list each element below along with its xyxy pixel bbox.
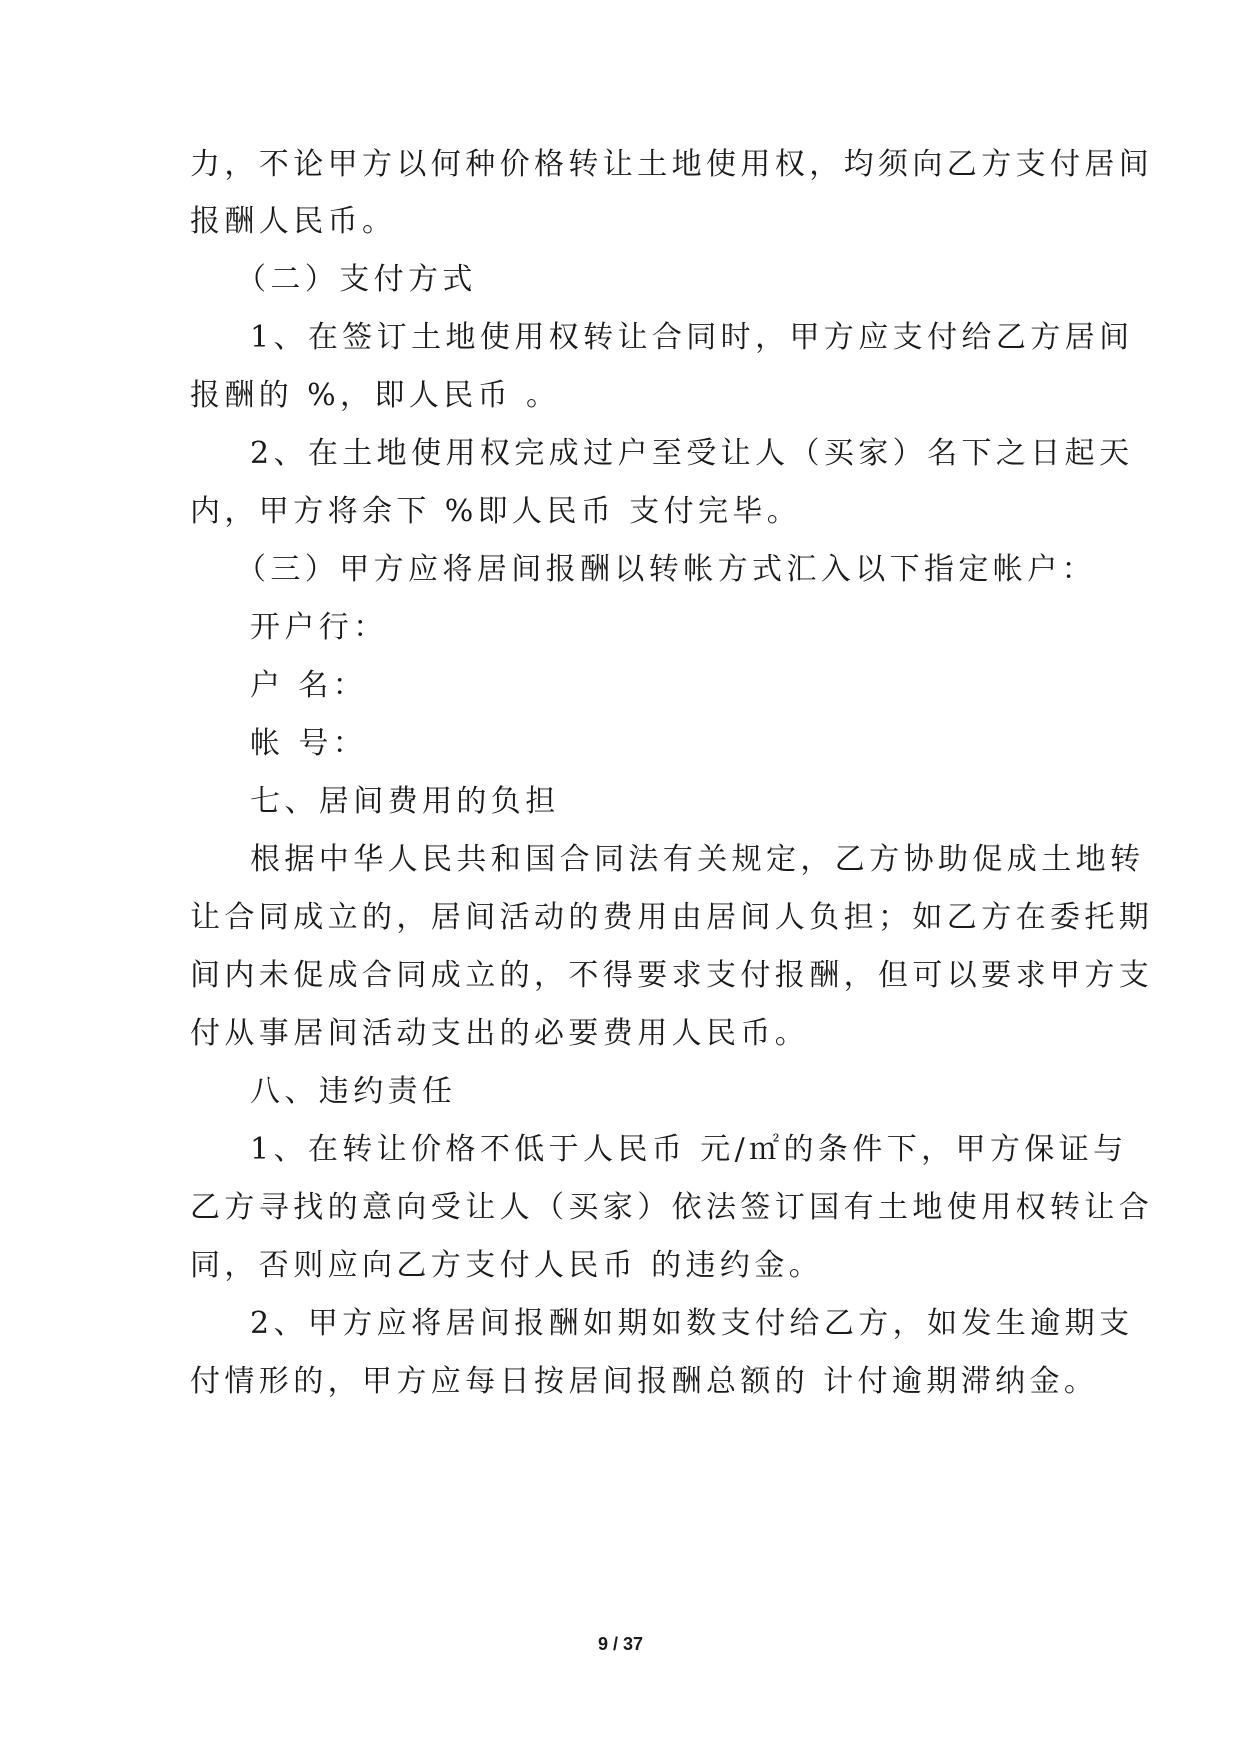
body-text-line: 同，否则应向乙方支付人民币 的违约金。	[190, 1248, 824, 1283]
section-heading: 七、居间费用的负担	[250, 784, 560, 819]
section-heading: 八、违约责任	[250, 1074, 457, 1109]
section-heading: （三）甲方应将居间报酬以转帐方式汇入以下指定帐户：	[236, 552, 1096, 587]
body-text-line: 让合同成立的，居间活动的费用由居间人负担；如乙方在委托期	[190, 900, 1154, 935]
account-number-label: 帐 号：	[250, 726, 368, 761]
body-text-line: 付情形的，甲方应每日按居间报酬总额的 计付逾期滞纳金。	[190, 1364, 1099, 1399]
page-number: 9 / 37	[597, 1634, 644, 1654]
body-text-line: 力，不论甲方以何种价格转让土地使用权，均须向乙方支付居间	[190, 147, 1154, 182]
body-text-line: 1、在转让价格不低于人民币 元/㎡的条件下，甲方保证与	[250, 1132, 1128, 1167]
body-text-line: 乙方寻找的意向受让人（买家）依法签订国有土地使用权转让合	[190, 1190, 1154, 1225]
body-text-line: 根据中华人民共和国合同法有关规定，乙方协助促成土地转	[250, 842, 1145, 877]
section-heading: （二）支付方式	[236, 262, 477, 297]
body-text-line: 1、在签订土地使用权转让合同时，甲方应支付给乙方居间	[250, 320, 1134, 355]
body-text-line: 报酬人民币。	[190, 204, 397, 239]
body-text-line: 内，甲方将余下 %即人民币 支付完毕。	[190, 494, 802, 529]
body-text-line: 间内未促成合同成立的，不得要求支付报酬，但可以要求甲方支	[190, 958, 1154, 993]
body-text-line: 付从事居间活动支出的必要费用人民币。	[190, 1016, 810, 1051]
body-text-line: 报酬的 %，即人民币 。	[190, 378, 561, 413]
account-name-label: 户 名：	[250, 668, 368, 703]
account-bank-label: 开户行：	[250, 610, 388, 645]
body-text-line: 2、甲方应将居间报酬如期如数支付给乙方，如发生逾期支	[250, 1306, 1134, 1341]
body-text-line: 2、在土地使用权完成过户至受让人（买家）名下之日起天	[250, 436, 1134, 471]
